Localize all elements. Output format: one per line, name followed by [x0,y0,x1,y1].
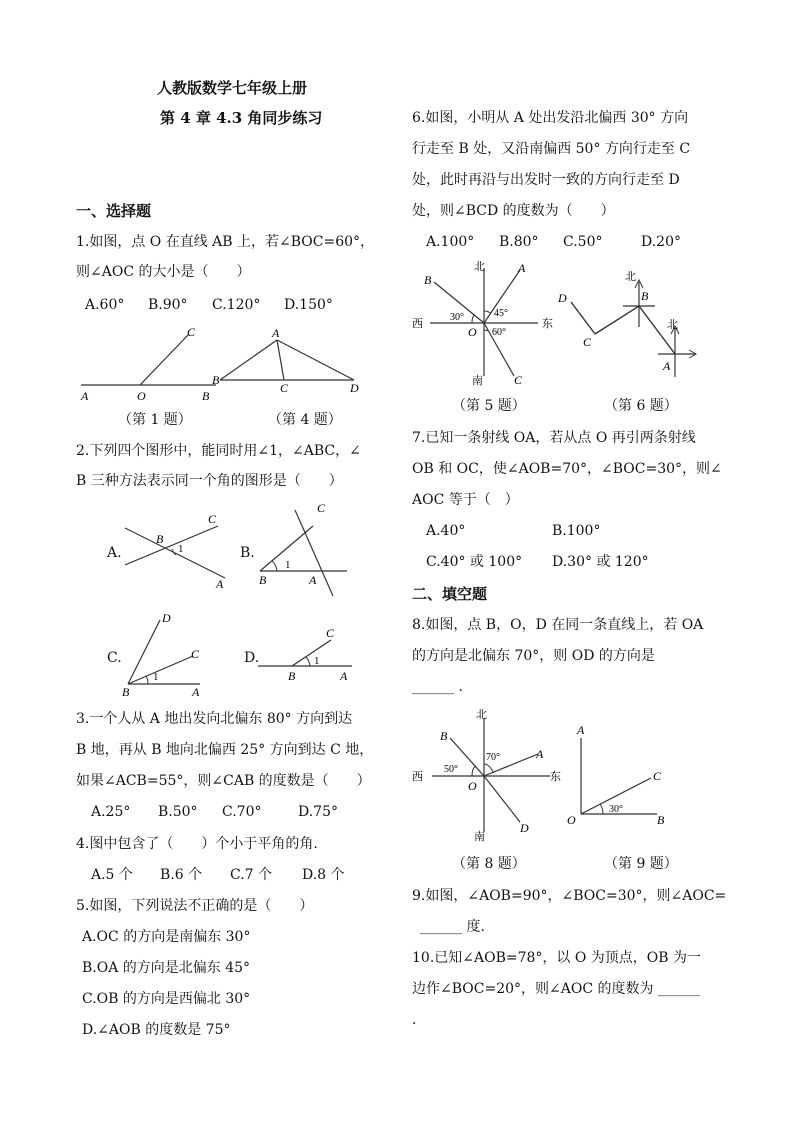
label-45: 45° [494,308,508,319]
q2-line1: 2.下列四个图形中，能同时用∠1，∠ABC，∠ [76,443,361,459]
label-b: B [259,573,267,587]
label-a: A [309,573,317,587]
figure-q4 [210,322,365,402]
label-d: D [558,291,567,305]
q6-opt-b: B.80° [499,234,539,250]
q7-opt-b: B.100° [552,523,601,539]
label-o: O [137,389,146,403]
ray-oc [140,334,189,385]
q5-line1: 5.如图，下列说法不正确的是（ ） [76,898,314,914]
label-b: B [156,532,164,546]
angle-mark [306,657,310,666]
label-a: A [663,359,671,373]
caption-q5: （第 5 题） [452,398,526,414]
q1-opt-b: B.90° [148,297,188,313]
label-east: 东 [550,771,561,783]
label-south: 南 [474,831,485,842]
q1-opt-a: A.60° [85,297,125,313]
label-o: O [468,779,477,793]
label-north-b: 北 [625,271,636,283]
label-50: 50° [444,764,458,775]
q2-fig-d-label: D. [244,650,260,666]
q6-line1: 6.如图，小明从 A 处出发沿北偏西 30° 方向 [412,110,689,126]
figure-q2-c [118,608,218,698]
label-60: 60° [492,327,506,338]
arc-30 [600,804,603,814]
q4-opt-b: B.6 个 [160,867,203,883]
ray-od [484,776,520,822]
label-east: 东 [542,318,553,330]
q6-line3: 处，此时再沿与出发时一致的方向行走至 D [412,172,680,188]
label-b: B [202,389,210,403]
section-choice: 一、选择题 [76,202,152,220]
section-fill-blank: 二、填空题 [412,585,488,603]
q4-opt-a: A.5 个 [91,867,133,883]
q3-line2: B 地，再从 B 地向北偏西 25° 方向到达 C 地， [76,742,374,758]
q4-opt-d: D.8 个 [302,867,345,883]
q7-opt-d: D.30° 或 120° [552,554,649,570]
q7-opt-a: A.40° [426,523,466,539]
q6-opt-d: D.20° [641,234,681,250]
figure-q1 [76,322,221,404]
figure-q8 [410,702,565,842]
arc-30 [472,315,475,323]
label-d: D [162,611,171,625]
label-o: O [567,813,576,827]
label-1: 1 [153,671,159,683]
caption-q1: （第 1 题） [118,412,192,428]
q4-line1: 4.图中包含了（ ）个小于平角的角. [76,836,318,852]
label-b: B [212,373,220,387]
q1-line2: 则∠AOC 的大小是（ ） [76,264,251,280]
label-north: 北 [476,709,487,721]
label-d: D [520,821,529,835]
label-b: B [122,685,130,698]
title-chapter: 第 4 章 4.3 角同步练习 [160,109,323,127]
q3-line1: 3.一个人从 A 地出发向北偏东 80° 方向到达 [76,711,353,727]
q3-opt-a: A.25° [91,804,131,820]
label-c: C [191,647,200,661]
label-a: A [536,747,544,761]
segment-ac [277,340,284,380]
q6-opt-c: C.50° [563,234,603,250]
q8-blank: ______ . [412,679,463,695]
ray-bc [128,656,193,684]
label-b: B [424,273,432,287]
label-d: D [350,381,359,395]
label-west: 西 [412,771,423,783]
label-c: C [326,626,335,640]
angle-mark [272,561,277,571]
q3-opt-d: D.75° [298,804,338,820]
caption-q4: （第 4 题） [268,412,342,428]
q1-opt-d: D.150° [284,297,333,313]
path-bc [595,306,639,334]
label-c: C [187,325,196,339]
ray-bc [292,640,331,666]
q5-opt-d: D.∠AOB 的度数是 75° [82,1022,231,1038]
figure-q2-a [120,510,230,590]
label-c: C [653,769,662,783]
label-a: A [340,669,348,683]
label-north-a: 北 [667,319,678,331]
q8-line2: 的方向是北偏东 70°，则 OD 的方向是 [412,648,655,664]
figure-q6 [553,262,713,382]
q2-fig-a-label: A. [107,545,122,561]
label-a: A [216,577,224,590]
q6-opt-a: A.100° [426,234,475,250]
label-b: B [657,813,665,827]
label-west: 西 [412,318,423,330]
caption-q9: （第 9 题） [604,856,678,872]
q9-line1: 9.如图，∠AOB=90°，∠BOC=30°，则∠AOC= [412,888,727,904]
label-a: A [577,723,585,737]
q10-line3: . [412,1012,417,1028]
figure-q2-b [255,498,355,598]
segment-ad [277,340,354,380]
q1-opt-c: C.120° [212,297,261,313]
label-c: C [514,373,523,387]
label-c: C [280,381,289,395]
label-1: 1 [178,543,184,555]
label-a: A [192,685,200,698]
label-b: B [641,289,649,303]
q6-line4: 处，则∠BCD 的度数为（ ） [412,203,615,219]
q10-line1: 10.已知∠AOB=78°，以 O 为顶点，OB 为一 [412,950,702,966]
q1-line1: 1.如图，点 O 在直线 AB 上，若∠BOC=60°， [76,234,375,250]
q7-line2: OB 和 OC，使∠AOB=70°，∠BOC=30°，则∠ [412,461,722,477]
label-b: B [440,729,448,743]
figure-q5 [410,258,560,388]
label-30: 30° [450,312,464,323]
figure-q9 [565,722,680,832]
label-b: B [288,669,296,683]
q8-line1: 8.如图，点 B，O，D 在同一条直线上，若 OA [412,617,704,633]
label-1: 1 [314,655,320,667]
q5-opt-a: A.OC 的方向是南偏东 30° [82,929,251,945]
title-book: 人教版数学七年级上册 [157,79,308,97]
segment-ab [220,340,277,380]
label-30: 30° [609,804,623,815]
q7-line3: AOC 等于（ ） [412,492,519,508]
label-a: A [81,389,89,403]
q10-line2: 边作∠BOC=20°，则∠AOC 的度数为 ______ [412,981,700,997]
q5-opt-b: B.OA 的方向是北偏东 45° [82,960,251,976]
label-70: 70° [486,752,500,763]
angle-mark [146,676,148,684]
label-north: 北 [474,261,485,273]
label-o: O [468,325,477,339]
label-c: C [317,501,326,515]
q3-opt-c: C.70° [222,804,262,820]
figure-q2-d [256,622,356,684]
q6-line2: 行走至 B 处，又沿南偏西 50° 方向行走至 C [412,141,691,157]
q3-line3: 如果∠ACB=55°，则∠CAB 的度数是（ ） [76,773,371,789]
label-1: 1 [285,559,291,571]
ray-ba [125,528,225,578]
q5-opt-c: C.OB 的方向是西偏北 30° [82,991,251,1007]
ray-bc [125,526,218,565]
path-cd [571,302,595,334]
caption-q8: （第 8 题） [452,856,526,872]
q7-opt-c: C.40° 或 100° [426,554,523,570]
label-c: C [583,335,592,349]
label-a: A [518,261,526,275]
q9-line2: ______ 度. [420,919,485,935]
q2-fig-c-label: C. [107,650,122,666]
label-c: C [208,512,217,526]
arc-70 [484,764,493,772]
q7-line1: 7.已知一条射线 OA，若从点 O 再引两条射线 [412,430,696,446]
q4-opt-c: C.7 个 [230,867,273,883]
arc-50 [472,766,476,776]
label-a: A [272,326,280,340]
q2-fig-b-label: B. [240,545,255,561]
caption-q6: （第 6 题） [604,398,678,414]
label-south: 南 [472,375,483,387]
q2-line2: B 三种方法表示同一个角的图形是（ ） [76,473,343,489]
q3-opt-b: B.50° [158,804,198,820]
